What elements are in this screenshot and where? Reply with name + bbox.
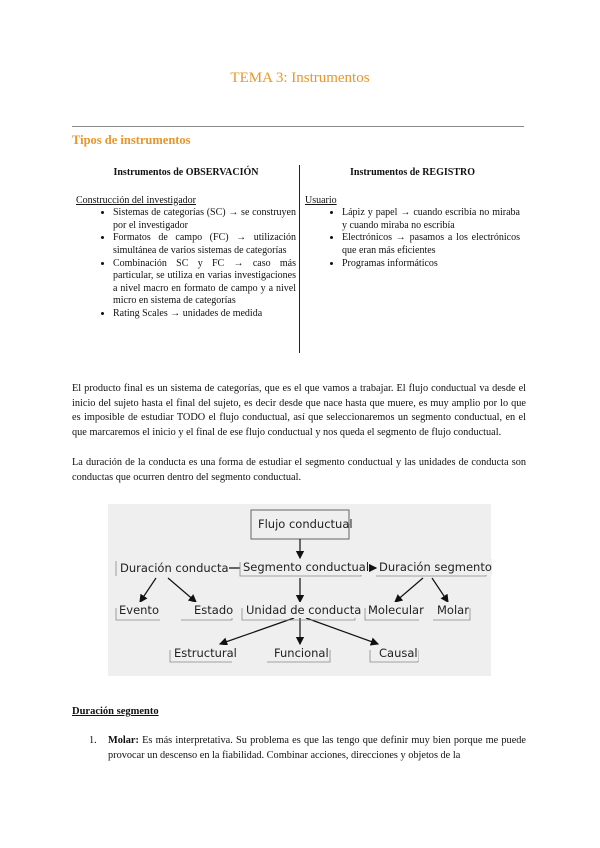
observation-subheading: Construcción del investigador <box>76 194 196 206</box>
list-item-text <box>108 733 526 763</box>
list-number: 1. <box>89 735 97 746</box>
registro-column <box>305 167 520 270</box>
observation-column <box>76 167 296 321</box>
list-item: • Electrónicos → pasamos a los electrónicos que eran más eficientes <box>342 232 520 257</box>
list-item-term: Molar: <box>108 735 139 746</box>
registro-subheading: Usuario <box>305 194 337 206</box>
node-evento: Evento <box>119 603 159 617</box>
node-estructural: Estructural <box>174 646 237 660</box>
node-funcional: Funcional <box>274 646 329 660</box>
node-causal: Causal <box>379 646 418 660</box>
section-heading-tipos: Tipos de instrumentos <box>72 133 191 147</box>
list-item <box>72 733 526 763</box>
paragraph-duracion: La duración de la conducta es una forma de estudiar el segmento conductual y las unidades de conducta son conductas que ocurren dentro del segmento conductual. <box>72 457 526 483</box>
list-item: • Sistemas de categorías (SC) → se construyen por el investigador <box>113 207 296 232</box>
registro-list <box>305 207 520 270</box>
node-estado: Estado <box>194 603 234 617</box>
registro-heading: Instrumentos de REGISTRO <box>349 167 476 178</box>
list-item: • Combinación SC y FC → caso más particular, se utiliza en varias investigaciones a nivel macro en formato de campo y a nivel micro en sistema de categorías <box>113 258 296 308</box>
node-duracion-segmento: Duración segmento <box>379 560 492 574</box>
node-duracion-conducta: Duración conducta <box>120 561 229 575</box>
column-divider <box>299 165 300 353</box>
node-molecular: Molecular <box>368 603 424 617</box>
concept-diagram <box>108 504 491 676</box>
paragraph-flujo: El producto final es un sistema de categorías, que es el que vamos a trabajar. El flujo conductual va desde el inicio del sujeto hasta el final del sujeto, es decir desde que nace hasta que muere, es muy amplio por lo que es imposible de estudiar TODO el flujo conductual, así que seleccionaremos un segmento conductual, en el que marcaremos el inicio y el final de ese flujo conductual y nos queda el segmento de flujo conductual. <box>72 383 526 438</box>
list-item-body: Es más interpretativa. Su problema es que las tengo que definir muy bien porque me puede provocar un descenso en la fiabilidad. Combinar acciones, direcciones y objetos de la <box>108 735 526 761</box>
list-item: • Programas informáticos <box>342 258 520 271</box>
node-flujo-conductual: Flujo conductual <box>258 517 353 531</box>
title-divider <box>72 126 524 127</box>
node-molar: Molar <box>437 603 469 617</box>
section-heading-duracion-segmento: Duración segmento <box>72 706 159 717</box>
numbered-list <box>72 733 526 763</box>
node-segmento-conductual: Segmento conductual <box>243 560 370 574</box>
list-item: • Lápiz y papel → cuando escribía no miraba y cuando miraba no escribía <box>342 207 520 232</box>
list-item: • Rating Scales → unidades de medida <box>113 308 296 321</box>
list-item: • Formatos de campo (FC) → utilización simultánea de varios sistemas de categorías <box>113 232 296 257</box>
observation-heading: Instrumentos de OBSERVACIÓN <box>113 167 259 178</box>
page-title: TEMA 3: Instrumentos <box>230 70 370 86</box>
observation-list <box>76 207 296 320</box>
node-unidad-de-conducta: Unidad de conducta <box>246 603 362 617</box>
